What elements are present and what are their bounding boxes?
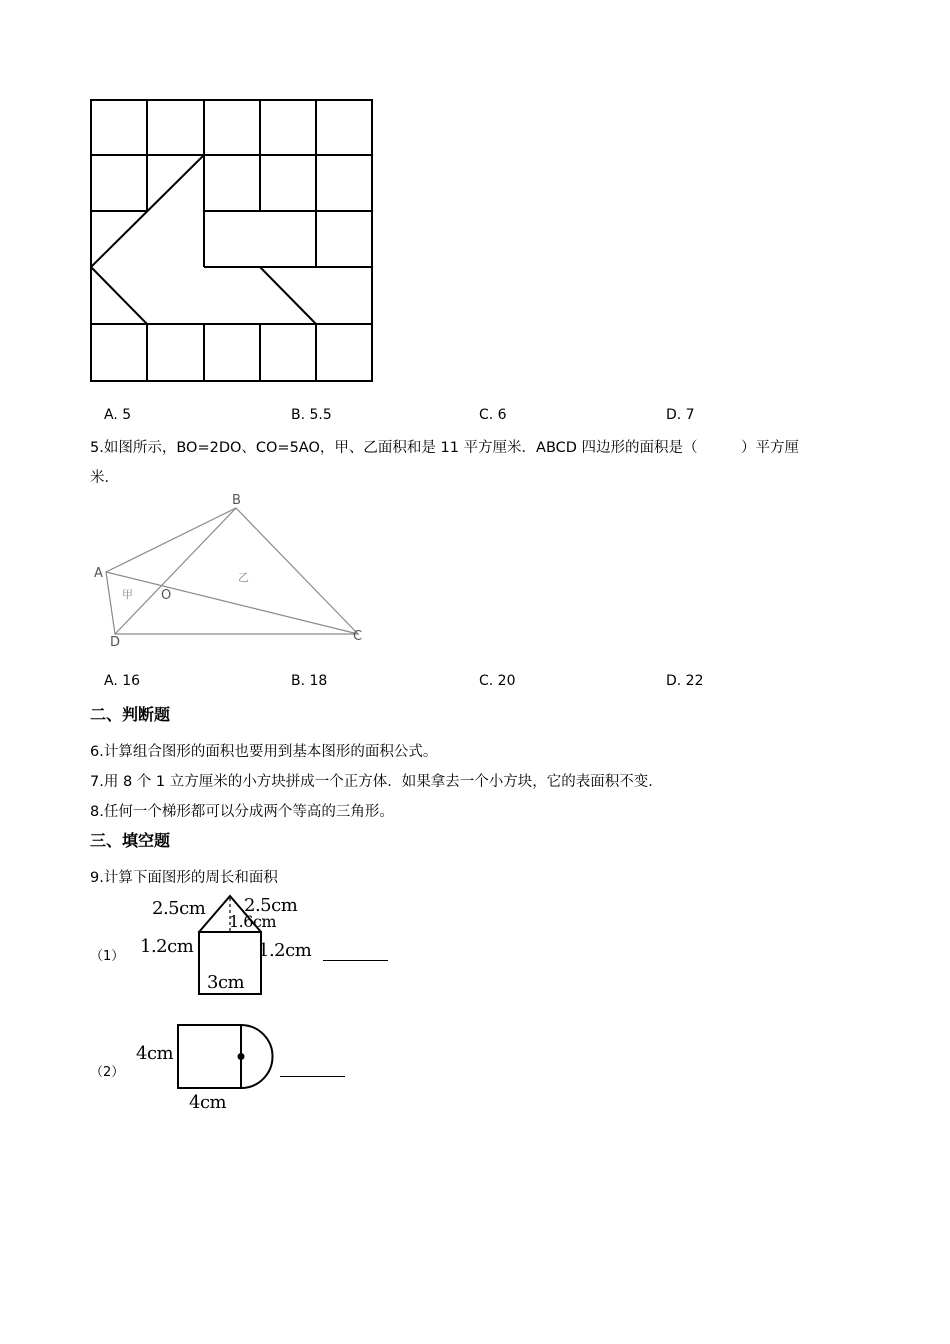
question-7: 7.用 8 个 1 立方厘米的小方块拼成一个正方体．如果拿去一个小方块，它的表面积不变． xyxy=(90,774,663,790)
fig2-side-label: 4cm xyxy=(136,1043,174,1064)
vertex-c-label: C xyxy=(353,629,363,644)
region-jia-label: 甲 xyxy=(122,588,133,601)
fig2-square-semicircle-shape xyxy=(172,1020,282,1096)
q5-option-a[interactable]: A. 16 xyxy=(104,673,141,689)
region-yi-label: 乙 xyxy=(238,571,249,584)
q4-option-b[interactable]: B. 5.5 xyxy=(291,407,332,423)
q5-option-c[interactable]: C. 20 xyxy=(479,673,516,689)
fig1-right-side-label: 1.2cm xyxy=(258,940,312,961)
vertex-a-label: A xyxy=(94,566,103,581)
point-o-label: O xyxy=(161,588,172,603)
q5-text-line1: 5.如图所示，BO=2DO、CO=5AO，甲、乙面积和是 11 平方厘米．ABCD 四边形的面积是（ ）平方厘 xyxy=(90,440,800,456)
q5-quadrilateral-figure xyxy=(88,486,378,656)
fig2-answer-blank[interactable] xyxy=(280,1076,345,1077)
fig1-index: （1） xyxy=(90,949,125,964)
fig1-left-side-label: 1.2cm xyxy=(140,936,194,957)
fig1-left-slant-label: 2.5cm xyxy=(152,898,206,919)
fig1-answer-blank[interactable] xyxy=(323,960,388,961)
q5-text-line2: 米． xyxy=(90,470,119,486)
fig2-index: （2） xyxy=(90,1065,125,1080)
q4-option-c[interactable]: C. 6 xyxy=(479,407,507,423)
q4-grid-figure xyxy=(88,97,378,387)
q4-option-a[interactable]: A. 5 xyxy=(104,407,132,423)
question-9: 9.计算下面图形的周长和面积 xyxy=(90,870,278,886)
q5-option-d[interactable]: D. 22 xyxy=(666,673,704,689)
vertex-d-label: D xyxy=(110,635,121,650)
section3-heading: 三、填空题 xyxy=(90,831,171,850)
q4-option-d[interactable]: D. 7 xyxy=(666,407,695,423)
section2-heading: 二、判断题 xyxy=(90,705,171,724)
vertex-b-label: B xyxy=(232,493,241,508)
q5-option-b[interactable]: B. 18 xyxy=(291,673,328,689)
question-6: 6.计算组合图形的面积也要用到基本图形的面积公式。 xyxy=(90,744,438,760)
fig1-right-slant-label: 2.5cm xyxy=(244,895,298,916)
fig2-bottom-label: 4cm xyxy=(189,1092,227,1113)
fig1-bottom-label: 3cm xyxy=(207,972,245,993)
question-8: 8.任何一个梯形都可以分成两个等高的三角形。 xyxy=(90,804,394,820)
fig1-height-label: 1.6cm xyxy=(229,912,277,931)
